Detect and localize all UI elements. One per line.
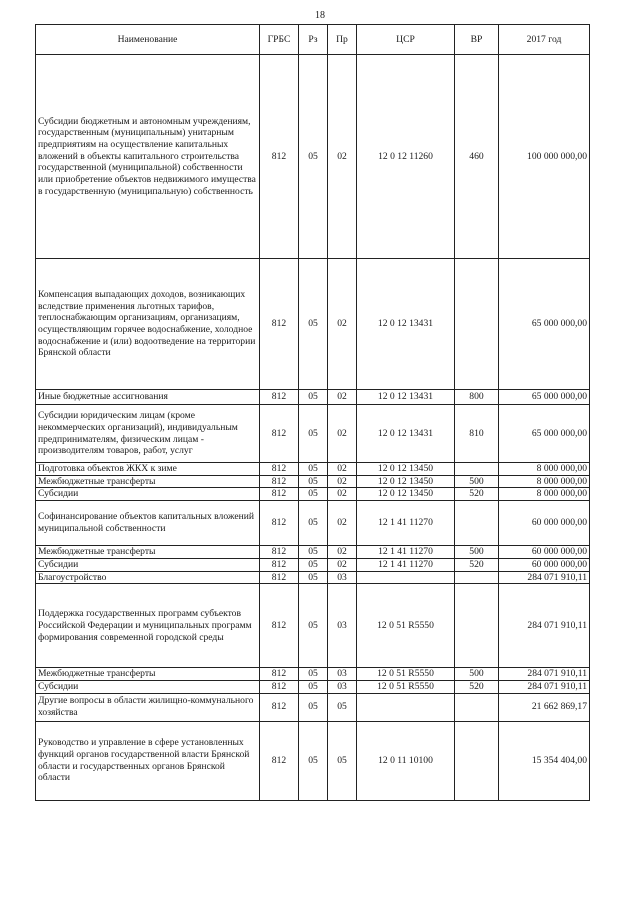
cell-csr: 12 0 12 13431: [357, 405, 455, 463]
header-vr: ВР: [455, 25, 499, 55]
cell-rz: 05: [299, 488, 328, 501]
header-pr: Пр: [328, 25, 357, 55]
cell-amount: 8 000 000,00: [499, 475, 590, 488]
table-row: [36, 259, 590, 390]
cell-pr: 02: [328, 390, 357, 405]
cell-pr: 03: [328, 680, 357, 693]
table-row: [36, 463, 590, 476]
cell-name: Субсидии бюджетным и автономным учреждениям, государственным (муниципальным) унитарным предприятиям на осуществление капитальных вложений в объекты капитального строительства государственной (муниципальной) собственности или приобретение объектов недвижимого имущества в государственную (муниципальную) собственность: [36, 55, 260, 259]
cell-rz: 05: [299, 501, 328, 546]
header-amount: 2017 год: [499, 25, 590, 55]
cell-name: Благоустройство: [36, 571, 260, 584]
cell-amount: 8 000 000,00: [499, 488, 590, 501]
cell-amount: 60 000 000,00: [499, 558, 590, 571]
cell-vr: 800: [455, 390, 499, 405]
cell-vr: 810: [455, 405, 499, 463]
cell-name: Межбюджетные трансферты: [36, 668, 260, 681]
cell-amount: 21 662 869,17: [499, 693, 590, 721]
cell-rz: 05: [299, 55, 328, 259]
table-row: [36, 405, 590, 463]
cell-grbs: 812: [260, 721, 299, 800]
cell-pr: 02: [328, 405, 357, 463]
cell-name: Субсидии: [36, 558, 260, 571]
cell-grbs: 812: [260, 693, 299, 721]
table-row: [36, 558, 590, 571]
table-row: [36, 584, 590, 668]
header-csr: ЦСР: [357, 25, 455, 55]
cell-pr: 05: [328, 693, 357, 721]
cell-rz: 05: [299, 259, 328, 390]
cell-vr: [455, 259, 499, 390]
cell-name: Иные бюджетные ассигнования: [36, 390, 260, 405]
cell-vr: 520: [455, 558, 499, 571]
cell-grbs: 812: [260, 546, 299, 559]
cell-csr: 12 1 41 11270: [357, 546, 455, 559]
cell-amount: 65 000 000,00: [499, 390, 590, 405]
cell-vr: [455, 571, 499, 584]
cell-csr: 12 0 51 R5550: [357, 584, 455, 668]
cell-vr: 500: [455, 475, 499, 488]
cell-amount: 100 000 000,00: [499, 55, 590, 259]
cell-grbs: 812: [260, 55, 299, 259]
cell-csr: 12 0 51 R5550: [357, 668, 455, 681]
cell-amount: 60 000 000,00: [499, 501, 590, 546]
cell-name: Субсидии: [36, 488, 260, 501]
table-row: [36, 475, 590, 488]
cell-amount: 65 000 000,00: [499, 259, 590, 390]
cell-rz: 05: [299, 680, 328, 693]
header-name: Наименование: [36, 25, 260, 55]
cell-name: Поддержка государственных программ субъектов Российской Федерации и муниципальных программ формирования современной городской среды: [36, 584, 260, 668]
cell-grbs: 812: [260, 488, 299, 501]
header-grbs: ГРБС: [260, 25, 299, 55]
cell-rz: 05: [299, 693, 328, 721]
cell-grbs: 812: [260, 668, 299, 681]
cell-pr: 02: [328, 558, 357, 571]
cell-grbs: 812: [260, 259, 299, 390]
cell-pr: 02: [328, 475, 357, 488]
cell-rz: 05: [299, 546, 328, 559]
cell-name: Компенсация выпадающих доходов, возникающих вследствие применения льготных тарифов, теплоснабжающим организациям, организациям, осуществляющим горячее водоснабжение, холодное водоснабжение и (или) водоотведение на территории Брянской области: [36, 259, 260, 390]
cell-csr: 12 1 41 11270: [357, 501, 455, 546]
cell-name: Другие вопросы в области жилищно-коммунального хозяйства: [36, 693, 260, 721]
cell-rz: 05: [299, 668, 328, 681]
cell-csr: 12 0 12 13431: [357, 390, 455, 405]
cell-grbs: 812: [260, 680, 299, 693]
cell-rz: 05: [299, 390, 328, 405]
cell-grbs: 812: [260, 558, 299, 571]
table-row: [36, 721, 590, 800]
cell-rz: 05: [299, 405, 328, 463]
table-row: [36, 501, 590, 546]
cell-vr: 500: [455, 546, 499, 559]
table-header-row: [36, 25, 590, 55]
cell-pr: 02: [328, 488, 357, 501]
cell-name: Субсидии юридическим лицам (кроме некоммерческих организаций), индивидуальным предпринимателям, физическим лицам - производителям товаров, работ, услуг: [36, 405, 260, 463]
table-row: [36, 55, 590, 259]
cell-grbs: 812: [260, 405, 299, 463]
cell-rz: 05: [299, 721, 328, 800]
table-row: [36, 390, 590, 405]
cell-vr: [455, 721, 499, 800]
table-row: [36, 668, 590, 681]
cell-grbs: 812: [260, 475, 299, 488]
cell-csr: 12 0 12 13450: [357, 488, 455, 501]
cell-name: Субсидии: [36, 680, 260, 693]
cell-grbs: 812: [260, 501, 299, 546]
cell-grbs: 812: [260, 390, 299, 405]
cell-csr: 12 1 41 11270: [357, 558, 455, 571]
cell-amount: 284 071 910,11: [499, 571, 590, 584]
cell-csr: 12 0 51 R5550: [357, 680, 455, 693]
cell-grbs: 812: [260, 584, 299, 668]
cell-pr: 02: [328, 501, 357, 546]
cell-csr: [357, 693, 455, 721]
cell-vr: [455, 584, 499, 668]
cell-vr: 500: [455, 668, 499, 681]
cell-pr: 03: [328, 571, 357, 584]
header-rz: Рз: [299, 25, 328, 55]
cell-grbs: 812: [260, 463, 299, 476]
table-row: [36, 680, 590, 693]
table-row: [36, 571, 590, 584]
cell-name: Руководство и управление в сфере установленных функций органов государственной власти Брянской области и государственных органов Брянской области: [36, 721, 260, 800]
cell-vr: 460: [455, 55, 499, 259]
cell-pr: 03: [328, 584, 357, 668]
cell-csr: 12 0 12 13450: [357, 475, 455, 488]
cell-vr: [455, 693, 499, 721]
table-row: [36, 488, 590, 501]
cell-rz: 05: [299, 571, 328, 584]
cell-amount: 15 354 404,00: [499, 721, 590, 800]
cell-grbs: 812: [260, 571, 299, 584]
cell-csr: 12 0 12 13450: [357, 463, 455, 476]
cell-amount: 60 000 000,00: [499, 546, 590, 559]
cell-amount: 65 000 000,00: [499, 405, 590, 463]
cell-amount: 284 071 910,11: [499, 584, 590, 668]
cell-amount: 8 000 000,00: [499, 463, 590, 476]
table-row: [36, 693, 590, 721]
budget-table: [35, 24, 590, 801]
cell-csr: 12 0 11 10100: [357, 721, 455, 800]
cell-vr: 520: [455, 488, 499, 501]
cell-amount: 284 071 910,11: [499, 680, 590, 693]
cell-name: Межбюджетные трансферты: [36, 475, 260, 488]
cell-pr: 05: [328, 721, 357, 800]
cell-rz: 05: [299, 475, 328, 488]
cell-pr: 02: [328, 55, 357, 259]
cell-rz: 05: [299, 558, 328, 571]
cell-name: Межбюджетные трансферты: [36, 546, 260, 559]
cell-vr: 520: [455, 680, 499, 693]
page-number: 18: [315, 10, 325, 21]
cell-csr: [357, 571, 455, 584]
cell-rz: 05: [299, 584, 328, 668]
cell-name: Софинансирование объектов капитальных вложений муниципальной собственности: [36, 501, 260, 546]
cell-name: Подготовка объектов ЖКХ к зиме: [36, 463, 260, 476]
table-row: [36, 546, 590, 559]
cell-pr: 02: [328, 259, 357, 390]
cell-pr: 02: [328, 546, 357, 559]
cell-csr: 12 0 12 11260: [357, 55, 455, 259]
cell-vr: [455, 501, 499, 546]
cell-pr: 03: [328, 668, 357, 681]
cell-csr: 12 0 12 13431: [357, 259, 455, 390]
cell-rz: 05: [299, 463, 328, 476]
cell-vr: [455, 463, 499, 476]
cell-pr: 02: [328, 463, 357, 476]
cell-amount: 284 071 910,11: [499, 668, 590, 681]
